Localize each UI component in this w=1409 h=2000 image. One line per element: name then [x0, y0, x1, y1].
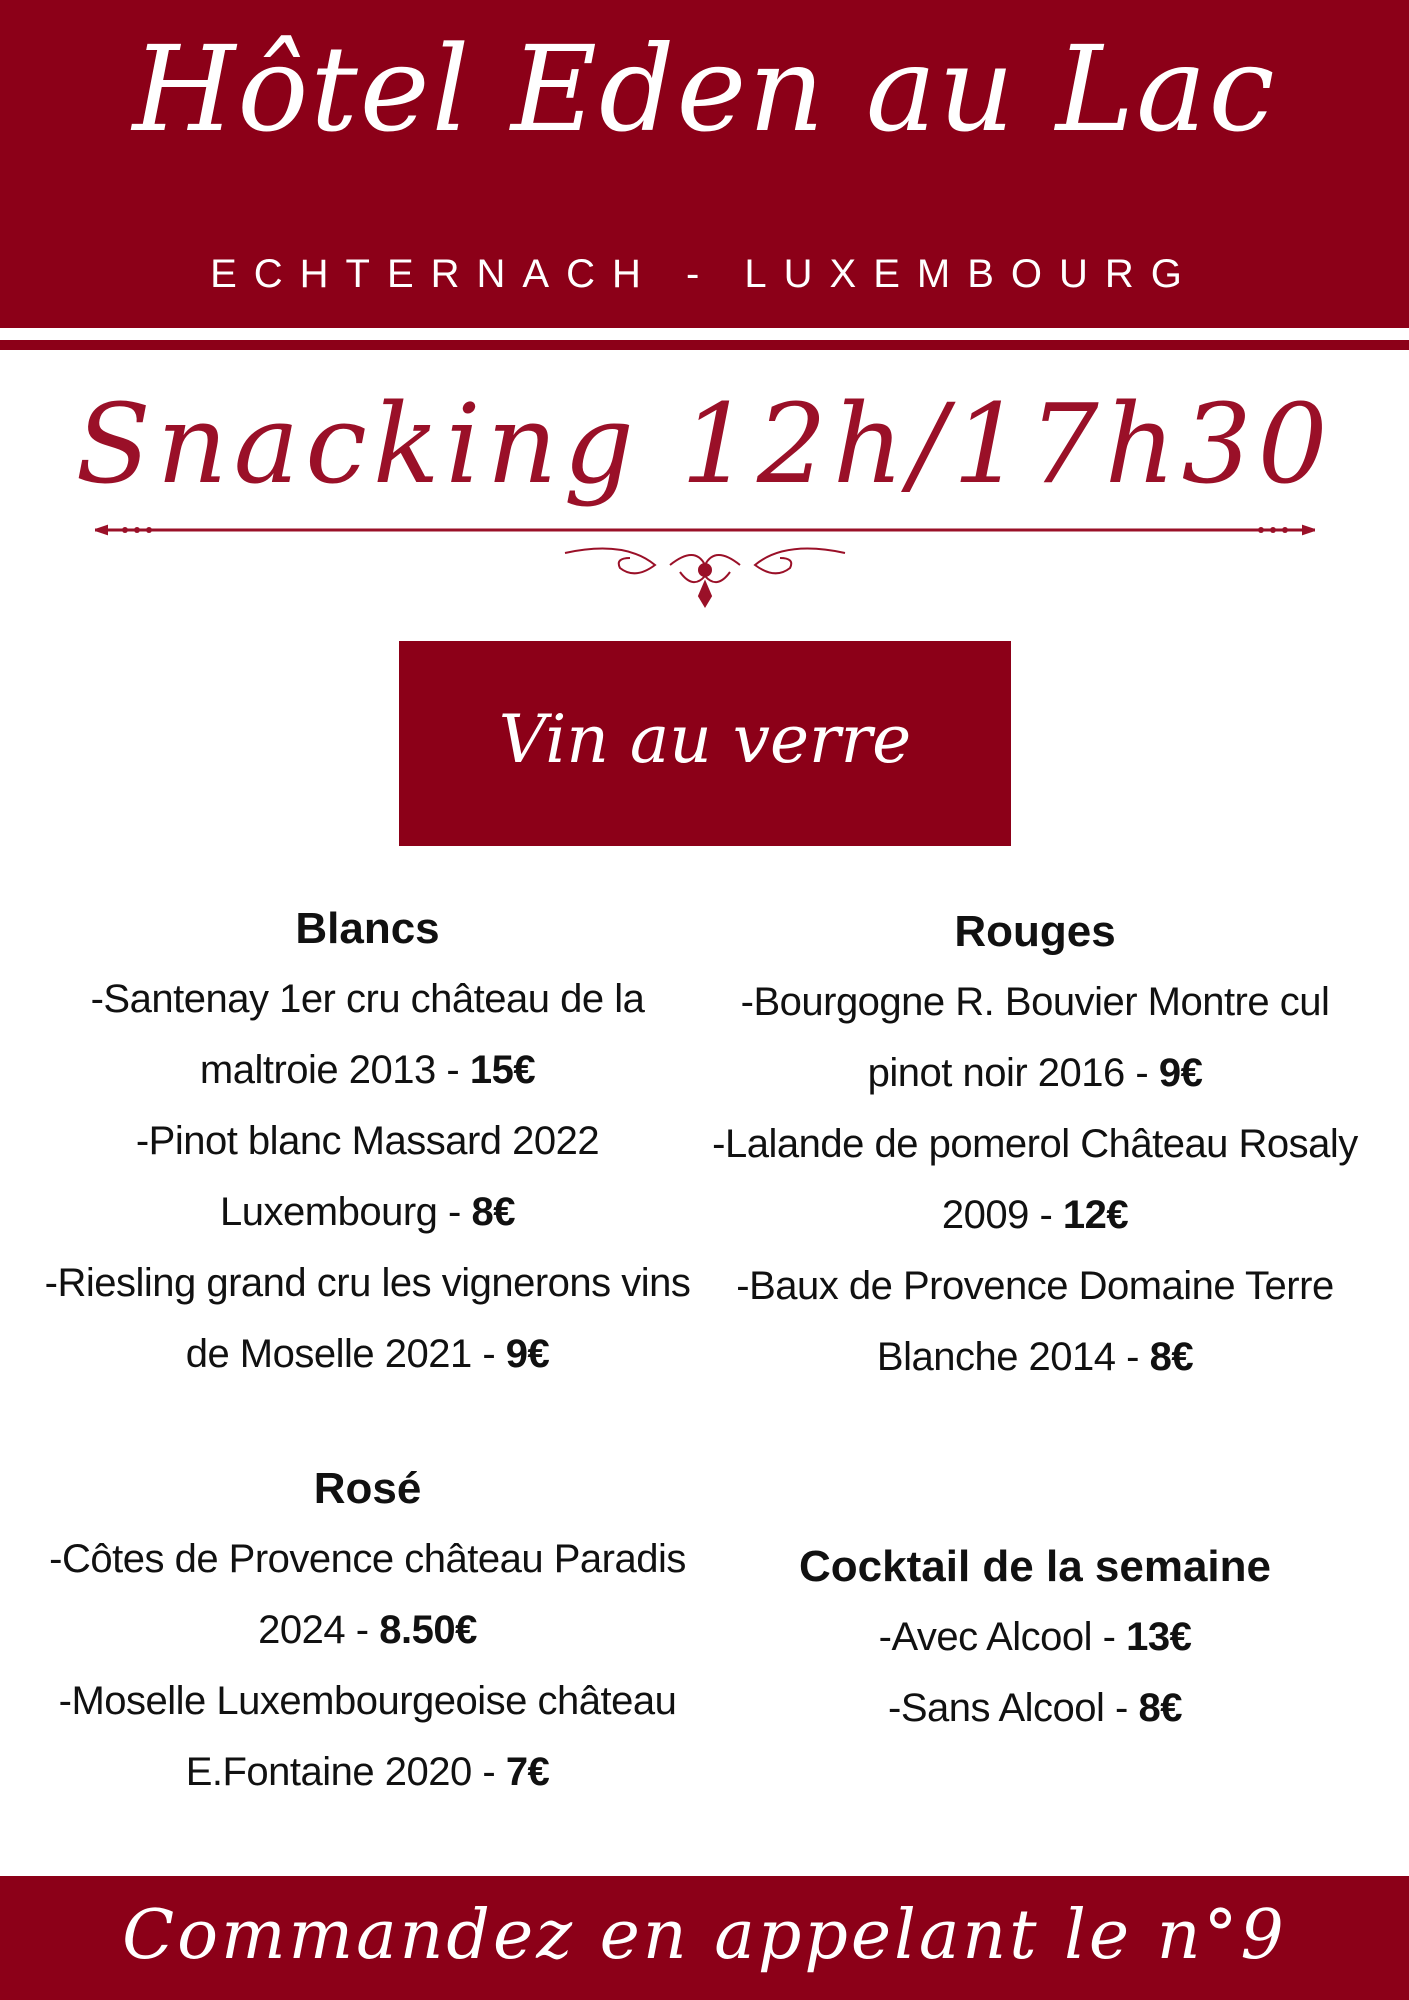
header-divider-line [0, 340, 1409, 350]
item-name: -Côtes de Provence château Paradis 2024 - [49, 1537, 686, 1652]
item-price: 8€ [1138, 1686, 1182, 1730]
menu-item [40, 964, 695, 1106]
item-price: 12€ [1062, 1193, 1129, 1237]
menu-item [40, 1106, 695, 1248]
section-heading: Rosé [313, 1464, 422, 1513]
hotel-name: Hôtel Eden au Lac [132, 20, 1277, 158]
item-price: 15€ [469, 1048, 536, 1092]
menu-item [40, 1524, 695, 1666]
wine-by-glass-banner [399, 641, 1011, 846]
item-name: -Riesling grand cru les vignerons vins de Moselle 2021 - [44, 1261, 691, 1376]
item-name: -Baux de Provence Domaine Terre Blanche 2014 - [736, 1264, 1334, 1379]
menu-item [700, 1251, 1370, 1393]
section-heading: Blancs [295, 904, 440, 953]
item-name: -Pinot blanc Massard 2022 Luxembourg - [135, 1119, 600, 1234]
page-title: Snacking 12h/17h30 [75, 380, 1334, 508]
banner-label: Vin au verre [498, 701, 912, 778]
menu-item [700, 967, 1370, 1109]
section-rouges [700, 903, 1370, 1393]
menu-item [40, 1248, 695, 1390]
header-banner [0, 0, 1409, 328]
item-name: -Santenay 1er cru château de la maltroie 2013 - [90, 977, 645, 1092]
item-price: 9€ [1158, 1051, 1203, 1095]
section-rose [40, 1460, 695, 1808]
item-name: -Lalande de pomerol Château Rosaly 2009 - [712, 1122, 1358, 1237]
footer-banner [0, 1876, 1409, 2000]
item-price: 9€ [505, 1332, 550, 1376]
item-name: -Bourgogne R. Bouvier Montre cul pinot noir 2016 - [740, 980, 1330, 1095]
item-price: 7€ [505, 1750, 550, 1794]
item-name: -Sans Alcool - [888, 1686, 1128, 1730]
section-cocktail [700, 1538, 1370, 1744]
menu-item [40, 1666, 695, 1808]
menu-item [700, 1673, 1370, 1744]
section-heading: Cocktail de la semaine [799, 1542, 1271, 1591]
ornament-divider-icon [95, 510, 1315, 620]
section-blancs [40, 900, 695, 1390]
footer-text: Commandez en appelant le n°9 [122, 1896, 1287, 1975]
location-subtitle: ECHTERNACH - LUXEMBOURG [210, 252, 1199, 296]
item-price: 8€ [1149, 1335, 1194, 1379]
item-name: -Moselle Luxembourgeoise château E.Fontaine 2020 - [58, 1679, 677, 1794]
item-name: -Avec Alcool - [878, 1615, 1116, 1659]
item-price: 13€ [1126, 1615, 1192, 1659]
item-price: 8.50€ [379, 1608, 477, 1652]
section-heading: Rouges [954, 907, 1116, 956]
item-price: 8€ [471, 1190, 515, 1234]
menu-item [700, 1602, 1370, 1673]
menu-item [700, 1109, 1370, 1251]
